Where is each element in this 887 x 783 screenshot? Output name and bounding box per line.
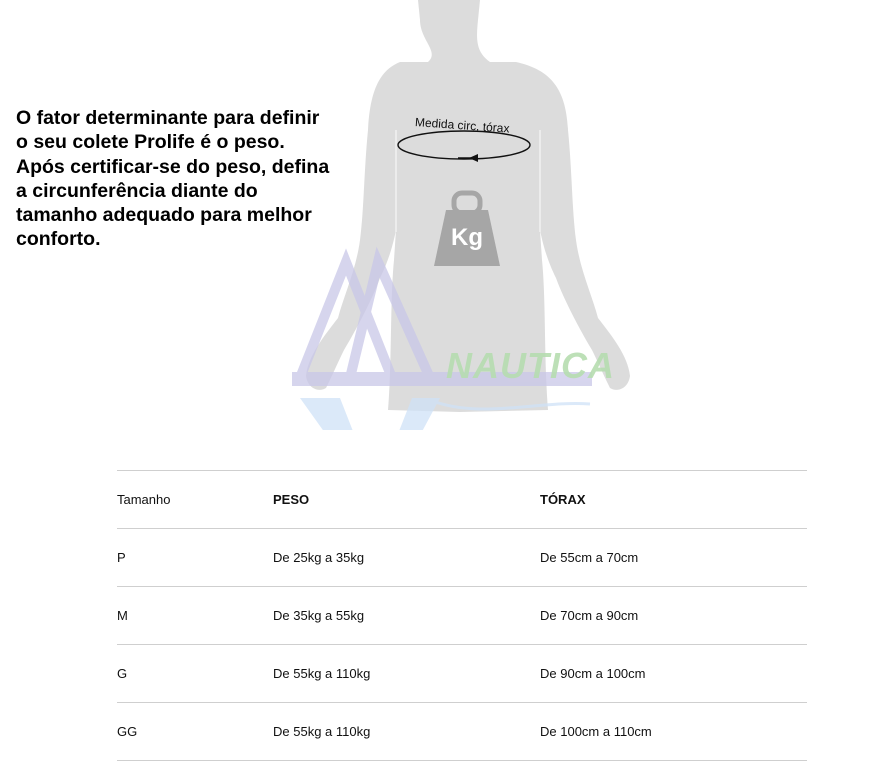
- intro-line: tamanho adequado para melhor: [16, 204, 312, 227]
- intro-line: a circunferência diante do: [16, 179, 258, 202]
- watermark-text: NAUTICA: [446, 345, 615, 386]
- cell-weight: De 35kg a 55kg: [273, 587, 540, 645]
- cell-chest: De 100cm a 110cm: [540, 703, 807, 761]
- cell-size: G: [117, 645, 273, 703]
- intro-line: O fator determinante para definir: [16, 107, 320, 129]
- cell-chest: De 90cm a 100cm: [540, 645, 807, 703]
- table-row: [117, 703, 807, 761]
- size-table: [117, 470, 807, 761]
- intro-line: conforto.: [16, 228, 101, 251]
- table-header-row: [117, 471, 807, 529]
- cell-weight: De 25kg a 35kg: [273, 529, 540, 587]
- weight-icon-label: Kg: [451, 224, 483, 251]
- cell-chest: De 70cm a 90cm: [540, 587, 807, 645]
- table-row: [117, 645, 807, 703]
- table-row: [117, 529, 807, 587]
- header-weight: PESO: [273, 471, 540, 529]
- chest-measure-label: Medida circ. tórax: [414, 115, 510, 136]
- intro-paragraph: [16, 106, 356, 252]
- cell-chest: De 55cm a 70cm: [540, 529, 807, 587]
- header-size: Tamanho: [117, 471, 273, 529]
- cell-weight: De 55kg a 110kg: [273, 703, 540, 761]
- cell-size: P: [117, 529, 273, 587]
- intro-line: Após certificar-se do peso, defina: [16, 155, 330, 178]
- table-row: [117, 587, 807, 645]
- cell-weight: De 55kg a 110kg: [273, 645, 540, 703]
- intro-line: o seu colete Prolife é o peso.: [16, 131, 285, 154]
- cell-size: M: [117, 587, 273, 645]
- cell-size: GG: [117, 703, 273, 761]
- header-chest: TÓRAX: [540, 471, 807, 529]
- silhouette-neck: [418, 0, 490, 62]
